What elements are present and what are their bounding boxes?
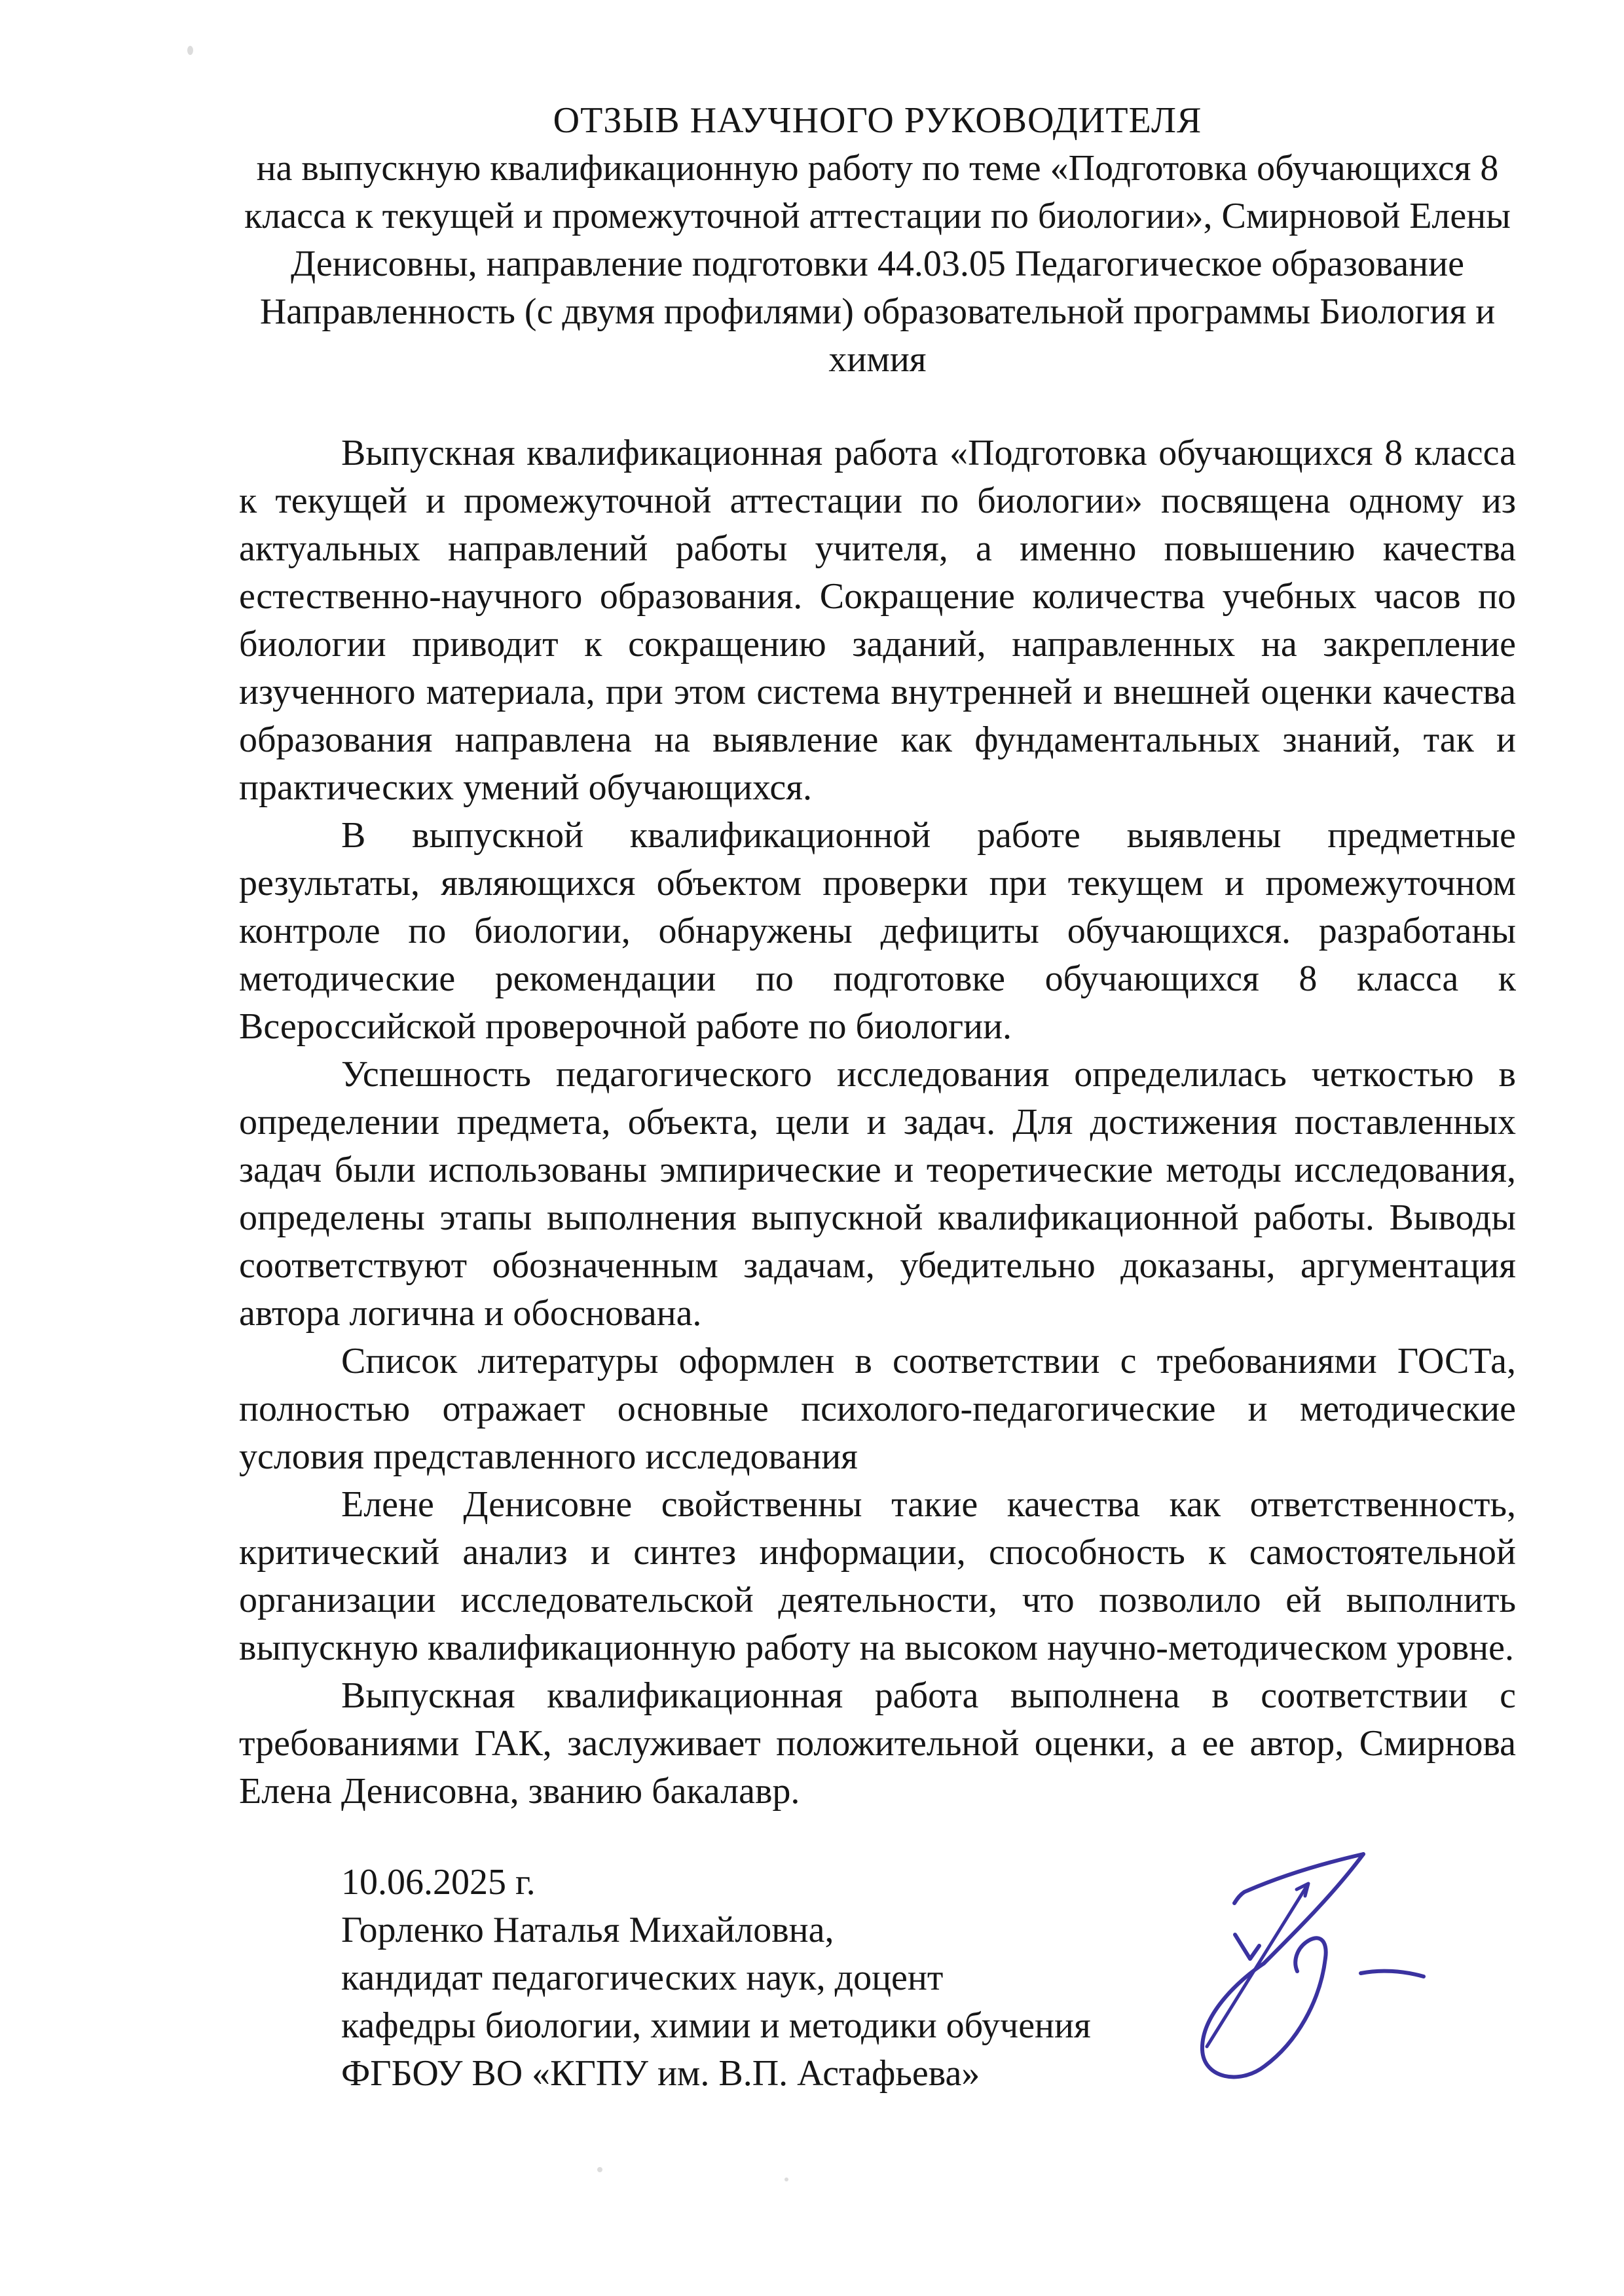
signature-stroke-loop <box>1202 1938 1326 2077</box>
document-body <box>239 429 1516 1815</box>
body-paragraph: В выпускной квалификационной работе выявлены предметные результаты, являющихся объектом проверки при текущем и промежуточном контроле по биологии, обнаружены дефициты обучающихся. разработаны методические рекомендации по подготовке обучающихся 8 класса к Всероссийской проверочной работе по биологии. <box>239 815 1516 1047</box>
document-title-block <box>239 97 1516 384</box>
scan-artifact-speck <box>597 2167 602 2172</box>
signer-university: ФГБОУ ВО «КГПУ им. В.П. Астафьева» <box>341 2053 980 2094</box>
scan-artifact-speck <box>784 2178 788 2181</box>
body-paragraph: Список литературы оформлен в соответствии с требованиями ГОСТа, полностью отражает основные психолого-педагогические и методические условия представленного исследования <box>239 1341 1516 1477</box>
signer-department: кафедры биологии, химии и методики обучения <box>341 2005 1091 2046</box>
signer-degree: кандидат педагогических наук, доцент <box>341 1958 944 1998</box>
handwritten-signature <box>1172 1830 1480 2092</box>
body-paragraph: Елене Денисовне свойственны такие качества как ответственность, критический анализ и синтез информации, способность к самостоятельной организации исследовательской деятельности, что позволило ей выполнить выпускную квалификационную работу на высоком научно-методическом уровне. <box>239 1484 1516 1668</box>
body-paragraph: Выпускная квалификационная работа выполнена в соответствии с требованиями ГАК, заслуживает положительной оценки, а ее автор, Смирнова Елена Денисовна, званию бакалавр. <box>239 1675 1516 1812</box>
signature-stroke-stem <box>1264 1854 1363 1963</box>
signature-date: 10.06.2025 г. <box>341 1862 536 1903</box>
body-paragraph: Успешность педагогического исследования определилась четкостью в определении предмета, объекта, цели и задач. Для достижения поставленных задач были использованы эмпирические и теоретические методы исследования, определены этапы выполнения выпускной квалификационной работы. Выводы соответствуют обозначенным задачам, убедительно доказаны, аргументация автора логична и обоснована. <box>239 1054 1516 1334</box>
signature-stroke-dash <box>1361 1971 1424 1977</box>
document-heading: ОТЗЫВ НАУЧНОГО РУКОВОДИТЕЛЯ <box>553 100 1202 141</box>
document-subtitle: на выпускную квалификационную работу по теме «Подготовка обучающихся 8 класса к текущей и промежуточной аттестации по биологии», Смирновой Елены Денисовны, направление подготовки 44.03.05 Педагогическое образование Направленность (с двумя профилями) образовательной программы Биология и химия <box>244 148 1511 380</box>
signature-stroke-zigzag <box>1235 1935 1259 1959</box>
signer-name: Горленко Наталья Михайловна, <box>341 1910 834 1950</box>
scan-artifact-speck <box>187 46 193 55</box>
document-content <box>239 97 1516 2098</box>
signature-stroke-arrow <box>1207 1884 1308 2047</box>
body-paragraph: Выпускная квалификационная работа «Подготовка обучающихся 8 класса к текущей и промежуточной аттестации по биологии» посвящена одному из актуальных направлений работы учителя, а именно повышению качества естественно-научного образования. Сокращение количества учебных часов по биологии приводит к сокращению заданий, направленных на закрепление изученного материала, при этом система внутренней и внешней оценки качества образования направлена на выявление как фундаментальных знаний, так и практических умений обучающихся. <box>239 433 1516 808</box>
